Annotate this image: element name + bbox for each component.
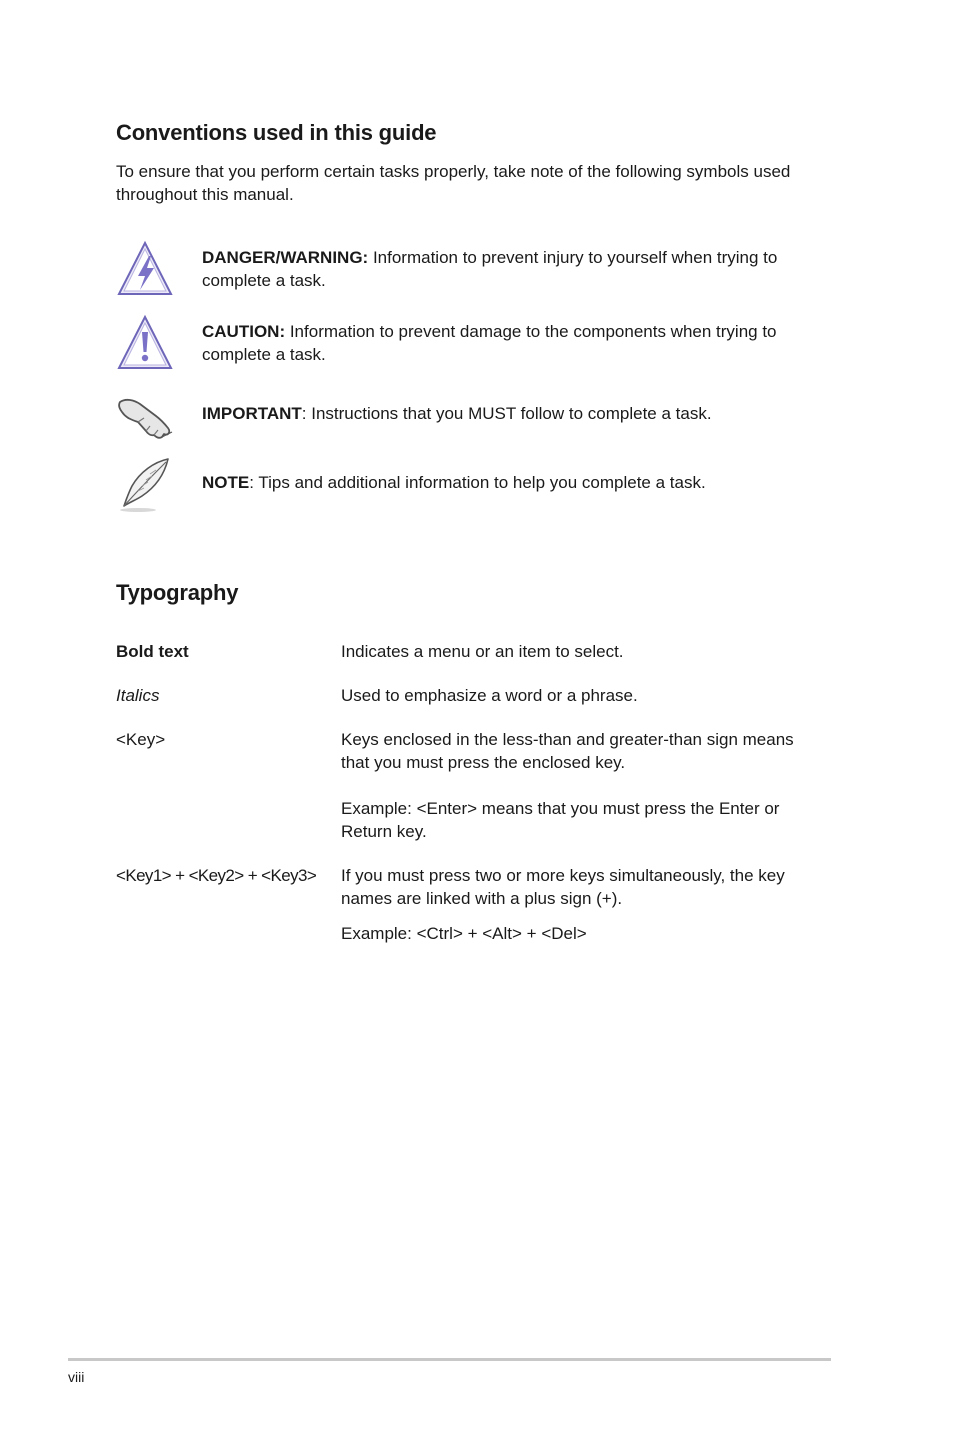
- conventions-intro: To ensure that you perform certain tasks properly, take note of the following symbols used throughout this manual.: [116, 162, 791, 204]
- notice-label: CAUTION:: [202, 322, 286, 341]
- notice-text: : Tips and additional information to help you complete a task.: [249, 473, 706, 492]
- typography-desc: [341, 864, 811, 945]
- typography-term: <Key1> + <Key2> + <Key3>: [116, 866, 317, 885]
- desc-paragraph: Indicates a menu or an item to select.: [341, 642, 624, 661]
- notice-text: Information to prevent damage to the components when trying to complete a task.: [202, 322, 777, 364]
- typography-term: <Key>: [116, 730, 166, 749]
- typography-term: Bold text: [116, 642, 189, 661]
- notice-label: DANGER/WARNING:: [202, 248, 369, 267]
- conventions-heading: Conventions used in this guide: [116, 120, 437, 145]
- notice-danger-warning: [116, 240, 826, 304]
- typography-desc: [341, 684, 811, 707]
- exclamation-warning-icon: [116, 314, 174, 372]
- desc-example: Example: <Enter> means that you must press the Enter or Return key.: [341, 799, 780, 841]
- typography-heading: Typography: [116, 580, 239, 605]
- typography-desc: [341, 728, 811, 843]
- typography-desc: [341, 640, 811, 663]
- desc-example: Example: <Ctrl> + <Alt> + <Del>: [341, 924, 587, 943]
- notice-important: [116, 390, 826, 454]
- desc-paragraph: Used to emphasize a word or a phrase.: [341, 686, 638, 705]
- feather-pen-icon: [116, 456, 174, 514]
- notice-text: : Instructions that you MUST follow to complete a task.: [301, 404, 712, 423]
- footer-divider: [68, 1358, 831, 1361]
- desc-paragraph: If you must press two or more keys simultaneously, the key names are linked with a plus sign (+).: [341, 866, 785, 908]
- notice-note: [116, 456, 826, 520]
- page-number: viii: [68, 1369, 85, 1385]
- notice-label: IMPORTANT: [202, 404, 302, 423]
- notice-caution: [116, 314, 826, 378]
- lightning-warning-icon: [116, 240, 174, 298]
- notice-text: Information to prevent injury to yourself when trying to complete a task.: [202, 248, 778, 290]
- typography-term: Italics: [116, 686, 160, 705]
- pointing-hand-icon: [116, 390, 174, 448]
- notice-label: NOTE: [202, 473, 250, 492]
- desc-paragraph: Keys enclosed in the less-than and greater-than sign means that you must press the enclosed key.: [341, 730, 794, 772]
